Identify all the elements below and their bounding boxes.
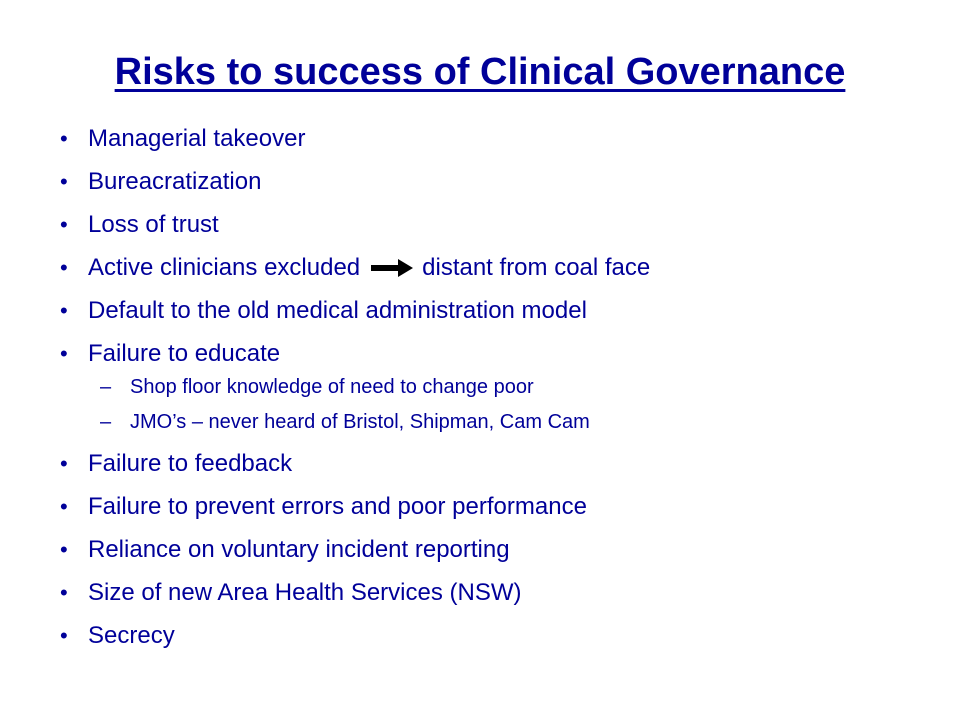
sub-bullet-item bbox=[100, 373, 534, 401]
bullet-item bbox=[60, 618, 175, 654]
bullet-text: Size of new Area Health Services (NSW) bbox=[88, 579, 522, 606]
sub-bullet-item bbox=[100, 408, 590, 436]
bullet-text: Managerial takeover bbox=[88, 125, 306, 152]
bullet-item bbox=[60, 250, 650, 286]
bullet-item bbox=[60, 446, 292, 482]
bullet-text: Failure to prevent errors and poor performance bbox=[88, 493, 587, 520]
bullet-symbol: • bbox=[60, 126, 68, 151]
bullet-text-after-arrow: distant from coal face bbox=[422, 254, 651, 281]
bullet-text: Default to the old medical administration model bbox=[88, 297, 587, 324]
bullet-item bbox=[60, 207, 219, 243]
bullet-text: Bureacratization bbox=[88, 168, 262, 195]
bullet-symbol: • bbox=[60, 623, 68, 648]
bullet-symbol: • bbox=[60, 537, 68, 562]
bullet-symbol: • bbox=[60, 212, 68, 237]
bullet-item bbox=[60, 336, 280, 372]
bullet-item bbox=[60, 293, 587, 329]
bullet-item bbox=[60, 489, 587, 525]
bullet-symbol: • bbox=[60, 255, 68, 280]
bullet-item bbox=[60, 164, 261, 200]
bullet-symbol: • bbox=[60, 451, 68, 476]
bullet-symbol: • bbox=[60, 494, 68, 519]
slide-title: Risks to success of Clinical Governance bbox=[114, 51, 846, 93]
bullet-text: Failure to feedback bbox=[88, 450, 293, 477]
bullet-symbol: • bbox=[60, 580, 68, 605]
bullet-text: Loss of trust bbox=[88, 211, 219, 238]
bullet-text: Failure to educate bbox=[88, 340, 281, 367]
bullet-item bbox=[60, 575, 522, 611]
sub-bullet-symbol: – bbox=[100, 375, 112, 398]
bullet-text: Secrecy bbox=[88, 622, 175, 649]
bullet-symbol: • bbox=[60, 169, 68, 194]
sub-bullet-text: Shop floor knowledge of need to change poor bbox=[130, 375, 534, 398]
bullet-item bbox=[60, 121, 305, 157]
bullet-symbol: • bbox=[60, 341, 68, 366]
sub-bullet-symbol: – bbox=[100, 410, 112, 433]
sub-bullet-text: JMO’s – never heard of Bristol, Shipman, Cam Cam bbox=[130, 410, 590, 433]
bullet-text-before-arrow: Active clinicians excluded bbox=[88, 254, 361, 281]
bullet-symbol: • bbox=[60, 298, 68, 323]
bullet-text: Reliance on voluntary incident reporting bbox=[88, 536, 510, 563]
right-arrow-icon bbox=[370, 258, 414, 278]
bullet-item bbox=[60, 532, 510, 568]
